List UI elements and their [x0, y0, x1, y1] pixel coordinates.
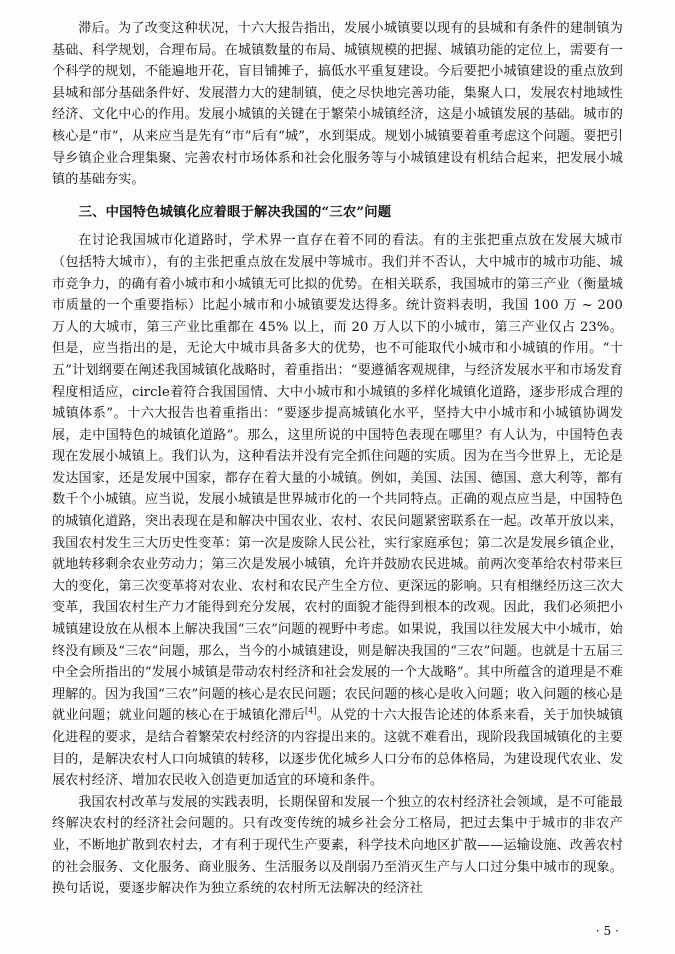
paragraph-2: [52, 230, 623, 791]
paragraph-2-text: 在讨论我国城市化道路时，学术界一直存在着不同的看法。有的主张把重点放在发展大城市（包括特大城市），有的主张把重点放在发展中等城市。我们并不否认，大中城市的城市功能、城市竞争力，的确有着小城市和小城镇无可比拟的优势。在相关联系，我国城市的第三产业（衡量城市质量的一个重要指标）比起小城市和小城镇要发达得多。统计资料表明，我国 100 万 ~ 200 万人的大城市，第三产业比重都在 45% 以上，而 20 万人以下的小城市，第三产业仅占 23%。但是，应当指出的是，无论大中城市具备多大的优势，也不可能取代小城市和小城镇的作用。“十五”计划纲要在阐述我国城镇化战略时，着重指出：“要遵循客观规律，与经济发展水平和市场发育程度相适应，circle着符合我国国情、大中小城市和小城镇的多样化城镇化道路，逐步形成合理的城镇体系”。十六大报告也着重指出：“要逐步提高城镇化水平，坚持大中小城市和小城镇协调发展，走中国特色的城镇化道路”。那么，这里所说的中国特色表现在哪里？有人认为，中国特色表现在发展小城镇上。我们认为，这种看法并没有完全抓住问题的实质。因为在当今世界上，无论是发达国家，还是发展中国家，都存在着大量的小城镇。例如，美国、法国、德国、意大利等，都有数千个小城镇。应当说，发展小城镇是世界城市化的一个共同特点。正确的观点应当是，中国特色的城镇化道路，突出表现在是和解决中国农业、农村、农民问题紧密联系在一起。改革开放以来，我国农村发生三大历史性变革：第一次是废除人民公社，实行家庭承包；第二次是发展乡镇企业，就地转移剩余农业劳动力；第三次是发展小城镇，允许并鼓励农民进城。前两次变革给农村带来巨大的变化，第三次变革将对农业、农村和农民产生全方位、更深远的影响。只有相继经历这三次大变革，我国农村生产力才能得到充分发展，农村的面貌才能得到根本的改观。因此，我们必须把小城镇建设放在从根本上解决我国“三农”问题的视野中考虑。如果说，我国以往发展大中小城市，始终没有顾及“三农”问题，那么，当今的小城镇建设，则是解决我国的“三农”问题。也就是十五届三中全会所指出的“发展小城镇是带动农村经济和社会发展的一个大战略”。其中所蕴含的道理是不难理解的。因为我国“三农”问题的核心是农民问题；农民问题的核心是收入问题；收入问题的核心是就业问题；就业问题的核心在于城镇化滞后: [52, 233, 623, 724]
page-marker-right: ·: [615, 924, 620, 938]
section-heading: 三、中国特色城镇化应着眼于解决我国的“三农”问题: [78, 204, 392, 220]
paragraph-1: 滞后。为了改变这种状况，十六大报告指出，发展小城镇要以现有的县城和有条件的建制镇为基础、科学规划，合理布局。在城镇数量的布局、城镇规模的把握、城镇功能的定位上，需要有一个科学的规划，不能遍地开花，盲目铺摊子，搞低水平重复建设。今后要把小城镇建设的重点放到县城和部分基础条件好、发展潜力大的建制镇，使之尽快地完善功能，集聚人口，发展农村地域性经济、文化中心的作用。发展小城镇的关键在于繁荣小城镇经济，这是小城镇发展的基础。城市的核心是“市”，从来应当是先有“市”后有“城”，水到渠成。规划小城镇要着重考虑这个问题。要把引导乡镇企业合理集聚、完善农村市场体系和社会化服务等与小城镇建设有机结合起来，把发展小城镇的基础夯实。: [52, 21, 623, 188]
page-footer: [593, 924, 623, 938]
page-number: 5: [603, 924, 613, 938]
page-marker-left: ·: [595, 924, 601, 938]
paragraph-3: 我国农村改革与发展的实践表明，长期保留和发展一个独立的农村经济社会领域，是不可能最终解决农村的经济社会问题的。只有改变传统的城乡社会分工格局，把过去集中于城市的非农产业，不断地扩散到农村去，才有利于现代生产要素，科学技术向地区扩散——运输设施、改善农村的社会服务、文化服务、商业服务、生活服务以及削弱乃至消灭生产与人口过分集中城市的现象。换句话说，要逐步解决作为独立系统的农村所无法解决的经济社: [52, 794, 623, 897]
paragraph-2-tail: 。从党的十六大报告论述的体系来看，关于加快城镇化进程的要求，是结合着繁荣农村经济的内容提出来的。这就不难看出，现阶段我国城镇化的主要目的，是解决农村人口向城镇的转移，以逐步优化城乡人口分布的总体格局，为建设现代农业、发展农村经济、增加农民收入创造更加适宜的环境和条件。: [52, 708, 623, 789]
footnote-ref: [4]: [304, 707, 317, 717]
